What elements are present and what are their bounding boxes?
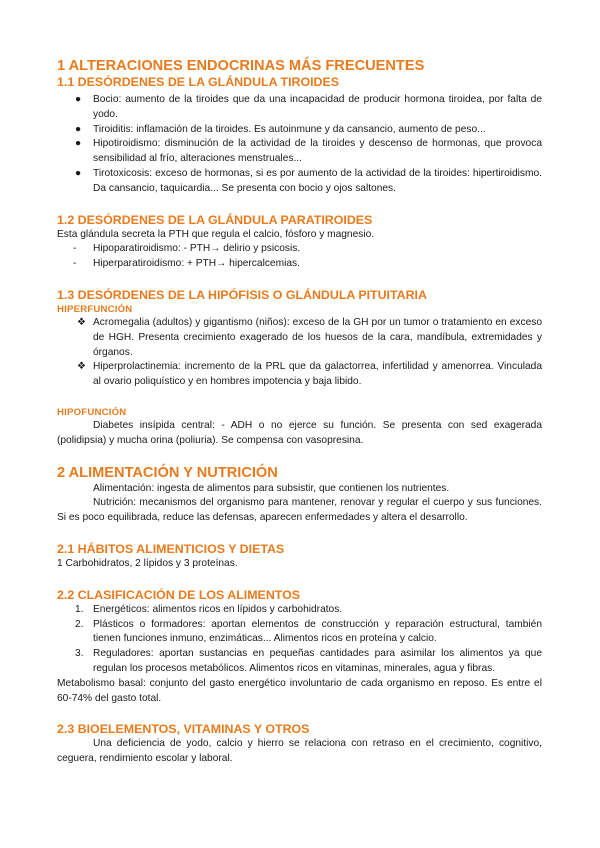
list-item: ❖ Hiperprolactinemia: incremento de la PRL que da galactorrea, infertilidad y amenorrea. Vinculada al ovario poliquístico y en hombres impotencia y baja libido. — [77, 361, 542, 388]
list-item: - Hiperparatiroidismo: + PTH→ hipercalcemias. — [57, 257, 542, 272]
list-item: 3. Reguladores: aportan sustancias en pequeñas cantidades para asimilar los alimentos ya que regulan los procesos metabólicos. Alimentos ricos en vitaminas, minerales, agua y fibras. — [75, 648, 542, 674]
list-item: 2. Plásticos o formadores: aportan elementos de construcción y reparación estructural, también tienen funciones inmuno, enzimáticas... Alimentos ricos en proteína y calcio. — [75, 618, 542, 645]
section-1-2-title: 1.2 DESÓRDENES DE LA GLÁNDULA PARATIROIDES — [57, 212, 373, 227]
list-item: 1. Energéticos: alimentos ricos en lípidos y carbohidratos. — [75, 603, 343, 615]
list-item: ❖ Acromegalia (adultos) y gigantismo (niños): exceso de la GH por un tumor o tratamiento en exceso de HGH. Presenta crecimiento exagerado de los huesos de la cara, mandíbula, extremidades y órganos. — [77, 316, 542, 358]
bullet-icon: ● — [75, 94, 82, 105]
list-item: - Hipoparatiroidismo: - PTH→ delirio y psicosis. — [57, 242, 542, 257]
bioelementos-text: Una deficiencia de yodo, calcio y hierro se relaciona con retraso en el crecimiento, cognitivo, ceguera, rendimiento escolar y laboral. — [57, 738, 542, 765]
section-2-2-title: 2.2 CLASIFICACIÓN DE LOS ALIMENTOS — [57, 587, 301, 602]
diamond-bullet-icon: ❖ — [77, 316, 86, 328]
list-item: ● Bocio: aumento de la tiroides que da una incapacidad de producir hormona tiroidea, por falta de yodo. — [75, 94, 542, 120]
dash-icon: - — [73, 258, 77, 270]
bullet-icon: ● — [75, 123, 82, 135]
section-2-title: 2 ALIMENTACIÓN Y NUTRICIÓN — [57, 464, 278, 481]
nutricion-paragraph: Nutrición: mecanismos del organismo para mantener, renovar y regular el cuerpo y sus funciones. Si es poco equilibrada, reduce las defensas, aparecen enfermedades y altera el desarrollo. — [57, 497, 542, 524]
clasificacion-list — [57, 603, 542, 677]
section-1-title: 1 ALTERACIONES ENDOCRINAS MÁS FRECUENTES — [57, 58, 425, 74]
bullet-icon: ● — [75, 138, 82, 150]
hiperfuncion-title: HIPERFUNCIÓN — [57, 303, 133, 315]
paratiroides-intro: Esta glándula secreta la PTH que regula el calcio, fósforo y magnesio. — [57, 228, 375, 240]
paratiroides-list — [57, 242, 542, 272]
dash-icon: - — [73, 243, 77, 255]
metabolismo-basal-text: Metabolismo basal: conjunto del gasto energético involuntario de cada organismo en reposo. Es entre el 60-74% del gasto total. — [57, 677, 542, 704]
bullet-icon: ● — [75, 167, 82, 179]
section-2-1-title: 2.1 HÁBITOS ALIMENTICIOS Y DIETAS — [57, 541, 285, 556]
diamond-bullet-icon: ❖ — [77, 361, 86, 373]
tiroides-list — [57, 93, 542, 197]
section-1-3-title: 1.3 DESÓRDENES DE LA HIPÓFISIS O GLÁNDULA PITUITARIA — [57, 287, 427, 302]
list-item: ● Tiroiditis: inflamación de la tiroides. Es autoinmune y da cansancio, aumento de peso... — [57, 123, 542, 138]
hipofuncion-title: HIPOFUNCIÓN — [57, 406, 127, 418]
alimentacion-paragraph: Alimentación: ingesta de alimentos para subsistir, que contienen los nutrientes. — [93, 482, 450, 494]
section-2-3-title: 2.3 BIOELEMENTOS, VITAMINAS Y OTROS — [57, 722, 310, 737]
hipofuncion-text: Diabetes insípida central: - ADH o no ejerce su función. Se presenta con sed exagerada (polidipsia) y mucha orina (poliuria). Se compensa con vasopresina. — [57, 419, 542, 446]
section-1-1-title: 1.1 DESÓRDENES DE LA GLÁNDULA TIROIDES — [57, 75, 340, 89]
hiperfuncion-list — [57, 316, 542, 390]
list-item: ● Tirotoxicosis: exceso de hormonas, si es por aumento de la actividad de la tiroides: hipertiroidismo. Da cansancio, taquicardia... Se presenta con bocio y ojos saltones. — [75, 167, 542, 194]
list-item: ● Hipotiroidismo: disminución de la actividad de la tiroides y descenso de hormonas, que provoca sensibilidad al frío, alteraciones menstruales... — [75, 138, 542, 165]
habitos-text: 1 Carbohidratos, 2 lípidos y 3 proteínas. — [57, 557, 238, 569]
